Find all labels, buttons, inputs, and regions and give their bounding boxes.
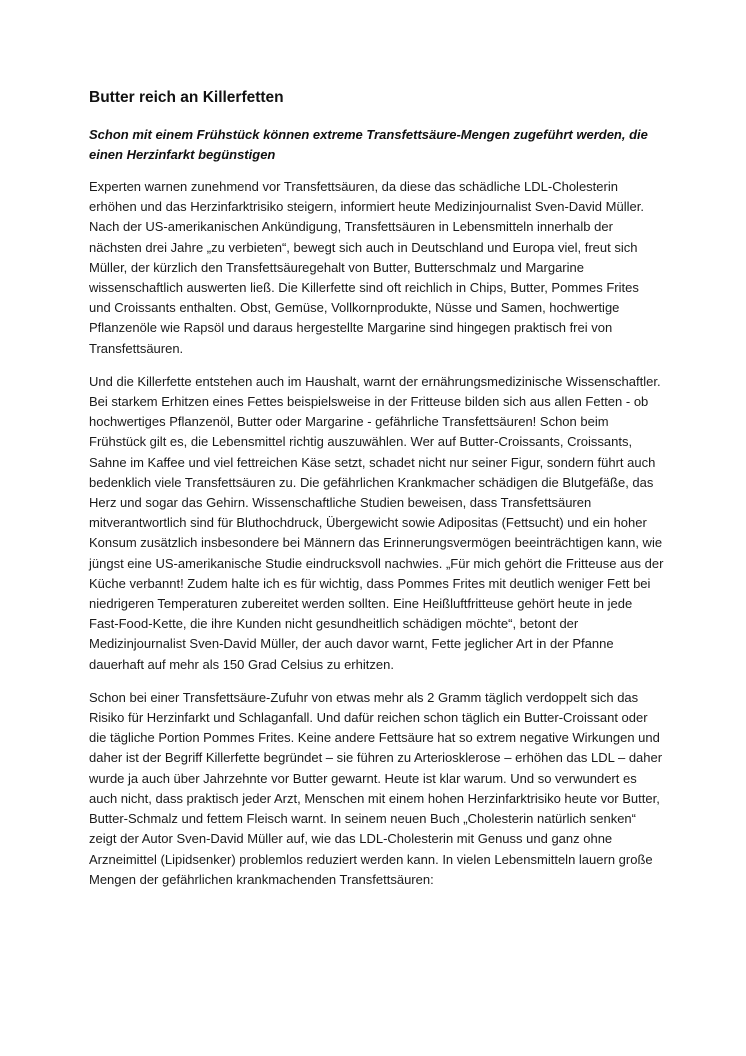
paragraph-2: Und die Killerfette entstehen auch im Haushalt, warnt der ernährungsmedizinische Wissenschaftler. Bei starkem Erhitzen eines Fettes beispielsweise in der Fritteuse bilden sich aus allen Fetten - ob hochwertiges Pflanzenöl, Butter oder Margarine - gefährliche Transfettsäuren! Schon beim Frühstück gilt es, die Lebensmittel richtig auszuwählen. Wer auf Butter-Croissants, Croissants, Sahne im Kaffee und viel fettreichen Käse setzt, schadet nicht nur seiner Figur, sondern führt auch bedenklich viele Transfettsäuren zu. Die gefährlichen Krankmacher schädigen die Blutgefäße, das Herz und sogar das Gehirn. Wissenschaftliche Studien beweisen, dass Transfettsäuren mitverantwortlich sind für Bluthochdruck, Übergewicht sowie Adipositas (Fettsucht) und ein hoher Konsum zusätzlich insbesondere bei Männern das Erinnerungsvermögen beeinträchtigen kann, wie jüngst eine US-amerikanische Studie eindrucksvoll nachwies. „Für mich gehört die Fritteuse aus der Küche verbannt! Zudem halte ich es für wichtig, dass Pommes Frites mit deutlich weniger Fett bei niedrigeren Temperaturen zubereitet werden sollten. Eine Heißluftfritteuse gehört heute in jede Fast-Food-Kette, die ihre Kunden nicht gesundheitlich schädigen möchte“, betont der Medizinjournalist Sven-David Müller, der auch davor warnt, Fette jeglicher Art in der Pfanne dauerhaft auf mehr als 150 Grad Celsius zu erhitzen. <box>89 373 664 672</box>
paragraph-1: Experten warnen zunehmend vor Transfettsäuren, da diese das schädliche LDL-Cholesterin erhöhen und das Herzinfarktrisiko steigern, informiert heute Medizinjournalist Sven-David Müller. Nach der US-amerikanischen Ankündigung, Transfettsäuren in Lebensmitteln innerhalb der nächsten drei Jahre „zu verbieten“, bewegt sich auch in Deutschland und Europa viel, freut sich Müller, der kürzlich den Transfettsäuregehalt von Butter, Butterschmalz und Margarine wissenschaftlich auswerten ließ. Die Killerfette sind oft reichlich in Chips, Butter, Pommes Frites und Croissants enthalten. Obst, Gemüse, Vollkornprodukte, Nüsse und Samen, hochwertige Pflanzenöle wie Rapsöl und daraus hergestellte Margarine sind hingegen praktisch frei von Transfettsäuren. <box>89 179 644 356</box>
article-title: Butter reich an Killerfetten <box>89 89 284 106</box>
article-subtitle: Schon mit einem Frühstück können extreme Transfettsäure-Mengen zugeführt werden, die einen Herzinfarkt begünstigen <box>89 127 648 162</box>
document-page <box>89 88 664 903</box>
paragraph-3: Schon bei einer Transfettsäure-Zufuhr von etwas mehr als 2 Gramm täglich verdoppelt sich das Risiko für Herzinfarkt und Schlaganfall. Und dafür reichen schon täglich ein Butter-Croissant oder die tägliche Portion Pommes Frites. Keine andere Fettsäure hat so extrem negative Wirkungen und daher ist der Begriff Killerfette begründet – sie führen zu Arteriosklerose – erhöhen das LDL – daher wurde ja auch über Jahrzehnte vor Butter gewarnt. Heute ist klar warum. Und so verwundert es auch nicht, dass praktisch jeder Arzt, Menschen mit einem hohen Herzinfarktrisiko heute vor Butter, Butter-Schmalz und fettem Fleisch warnt. In seinem neuen Buch „Cholesterin natürlich senken“ zeigt der Autor Sven-David Müller auf, wie das LDL-Cholesterin mit Genuss und ganz ohne Arzneimittel (Lipidsenker) problemlos reduziert werden kann. In vielen Lebensmitteln lauern große Mengen der gefährlichen krankmachenden Transfettsäuren: <box>89 689 663 887</box>
